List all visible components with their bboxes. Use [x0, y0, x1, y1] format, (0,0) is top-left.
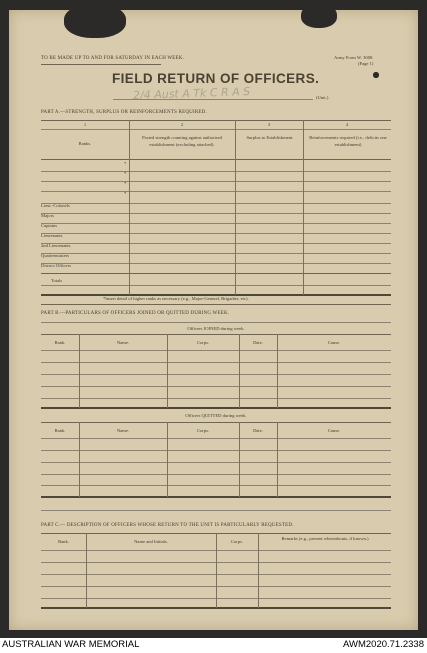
col-header: Name. [116, 428, 130, 433]
col-header: Corps. [196, 340, 210, 345]
page-title: FIELD RETURN OF OFFICERS. [112, 71, 320, 86]
rank-label: Captains [41, 223, 58, 228]
rank-label: Lieutenants [41, 233, 63, 238]
part-b-heading: PART B.—PARTICULARS OF OFFICERS JOINED OR QUITTED DURING WEEK. [41, 311, 230, 316]
col-header-reinforcements: Reinforcements required (i.e., deficits one establishment) [309, 135, 387, 147]
col-header: Name. [116, 340, 130, 345]
col-header: Cause. [327, 428, 341, 433]
form-number: Army Form W. 3008. [334, 55, 374, 60]
paper-hole [373, 72, 379, 78]
col-header: Remarks (e.g., present whereabouts, if known.) [281, 536, 369, 541]
accession-number: AWM2020.71.2338 [343, 639, 424, 650]
quitted-heading: Officers QUITTED during week. [185, 413, 247, 418]
col-header: Date. [253, 428, 263, 433]
col-number: 3 [267, 122, 271, 127]
part-c-heading: PART C.— DESCRIPTION OF OFFICERS WHOSE RETURN TO THE UNIT IS PARTICULARLY REQUESTED. [41, 523, 294, 528]
col-number: 1 [83, 122, 87, 127]
col-header: Cause. [327, 340, 341, 345]
paper-tear [64, 4, 126, 38]
col-header: Rank. [54, 340, 66, 345]
rank-label: District Officers [41, 263, 71, 268]
unit-label: (Unit.) [316, 95, 329, 100]
rank-label: Lieut.-Colonels [41, 203, 70, 208]
col-header: Corps. [196, 428, 210, 433]
form-instruction: TO BE MADE UP TO AND FOR SATURDAY IN EACH WEEK. [41, 56, 185, 61]
col-header-ranks: Ranks. [78, 141, 92, 146]
part-a-footnote: *Insert detail of higher ranks as necessary (e.g., Major-General, Brigadier, etc). [103, 296, 249, 301]
rank-label: Quartermasters [41, 253, 70, 258]
col-number: 4 [345, 122, 349, 127]
col-header-surplus: Surplus to Establishment. [246, 135, 294, 140]
joined-heading: Officers JOINED during week. [187, 326, 245, 331]
totals-label: Totals [51, 278, 63, 283]
archive-name: AUSTRALIAN WAR MEMORIAL [2, 639, 140, 650]
col-number: 2 [180, 122, 184, 127]
col-header: Name and Initials. [134, 539, 168, 544]
col-header: Corps. [230, 539, 244, 544]
col-header: Rank. [58, 539, 69, 544]
part-a-heading: PART A.—STRENGTH, SURPLUS OR REINFORCEMENTS REQUIRED. [41, 110, 207, 115]
col-header: Rank. [54, 428, 66, 433]
rank-label: 2nd Lieutenants [41, 243, 71, 248]
col-header-posted-strength: Posted strength counting against authorised establishment (excluding attached). [142, 135, 222, 147]
archive-caption [0, 638, 427, 653]
form-sheet: TO BE MADE UP TO AND FOR SATURDAY IN EACH WEEK. Army Form W. 3008. (Page 1) FIELD RETURN OF OFFICERS. 2/4 Aust A Tk C R A S (Unit.) PART A.—STRENGTH, SURPLUS OR REINFORCEMENTS REQUIRED. 1 2 3 4 Ranks. Posted strength counting against authorised establishment (excluding attached). Surplus to Establishment. Reinforcements required (i.e., deficits one establishment) * * * * Lieut.-Colonels Majors Captains Lieutenants 2nd Lieutenants Quartermasters District Officers Totals *Insert detail of higher ranks as necessary (e.g., Major-General, Brigadier, etc). PART B.—PARTICULARS OF OFFICERS JOINED OR QUITTED DURING WEEK. Officers JOINED during week. Rank. Name. Corps. Date. Cause. Officers QUITTED during week. Rank. Name. Corps. Date. Cause. PART C.— DESCRIPTION OF OFFICERS WHOSE RETURN TO THE UNIT IS PARTICULARLY REQUESTED. Rank. Name and Initials. Corps. Remarks (e.g., present whereabouts, if known.) [9, 10, 418, 630]
handwritten-unit: 2/4 Aust A Tk C R A S [132, 84, 251, 103]
rank-label: Majors [41, 213, 55, 218]
col-header: Date. [253, 340, 263, 345]
page-reference: (Page 1) [358, 61, 374, 66]
paper-tear [301, 4, 337, 28]
